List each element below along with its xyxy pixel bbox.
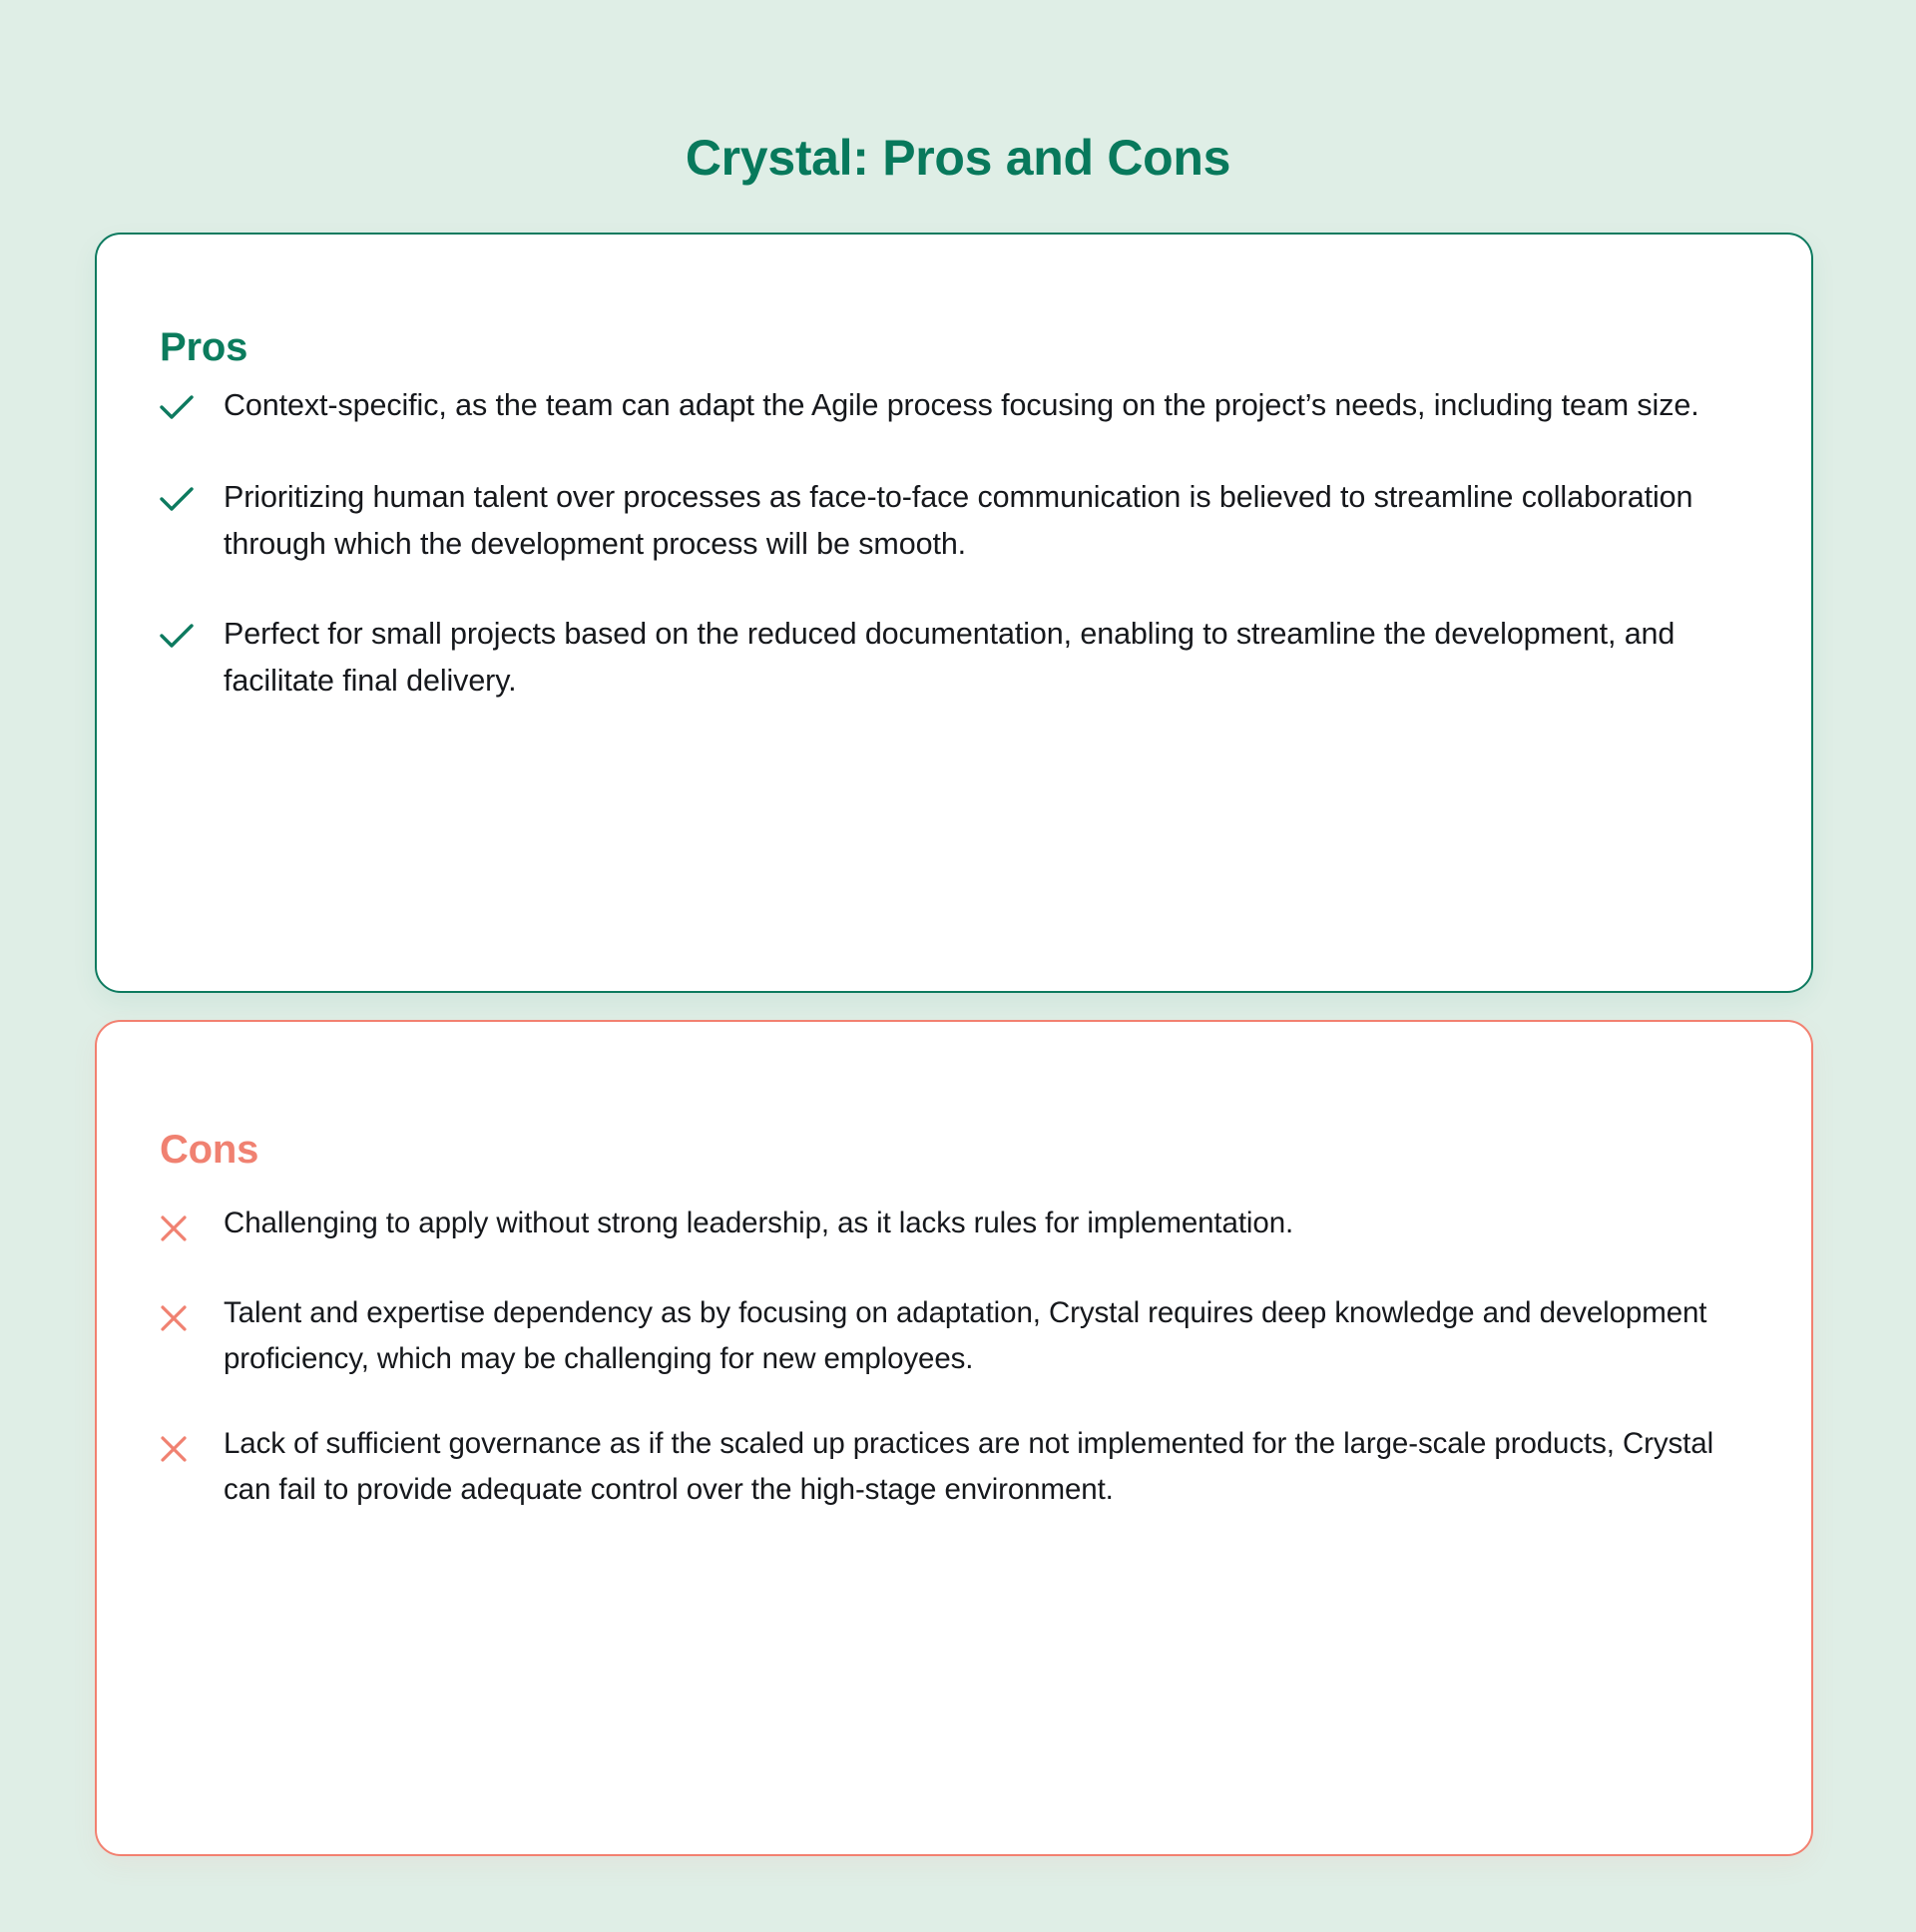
pros-card: [95, 233, 1813, 993]
check-icon: [160, 474, 202, 522]
list-item-text: Lack of sufficient governance as if the scaled up practices are not implemented for the large-scale products, Crystal can fail to provide adequate control over the high-stage environment.: [224, 1427, 1714, 1507]
close-icon: [160, 1201, 200, 1250]
list-item: [160, 1421, 1756, 1512]
cons-card: [95, 1020, 1813, 1856]
list-item-text: Perfect for small projects based on the reduced documentation, enabling to streamline the development, and facilitate final delivery.: [224, 617, 1676, 698]
close-icon: [160, 1290, 200, 1340]
list-item-text: Context-specific, as the team can adapt the Agile process focusing on the project’s needs, including team size.: [224, 388, 1699, 422]
list-item-text: Challenging to apply without strong leadership, as it lacks rules for implementation.: [224, 1207, 1294, 1239]
cons-list: [160, 1201, 1756, 1553]
list-item: [160, 611, 1756, 704]
list-item: [160, 382, 1756, 430]
pros-list: [160, 382, 1756, 705]
check-icon: [160, 611, 202, 659]
list-item: [160, 474, 1756, 567]
list-item: [160, 1201, 1756, 1250]
check-icon: [160, 382, 202, 430]
cons-heading: Cons: [160, 1128, 259, 1173]
page-title: Crystal: Pros and Cons: [685, 129, 1231, 186]
pros-heading: Pros: [160, 325, 248, 370]
list-item-text: Talent and expertise dependency as by focusing on adaptation, Crystal requires deep knowledge and development proficiency, which may be challenging for new employees.: [224, 1296, 1707, 1375]
list-item: [160, 1290, 1756, 1381]
list-item-text: Prioritizing human talent over processes as face-to-face communication is believed to streamline collaboration through which the development process will be smooth.: [224, 480, 1693, 561]
close-icon: [160, 1421, 200, 1471]
